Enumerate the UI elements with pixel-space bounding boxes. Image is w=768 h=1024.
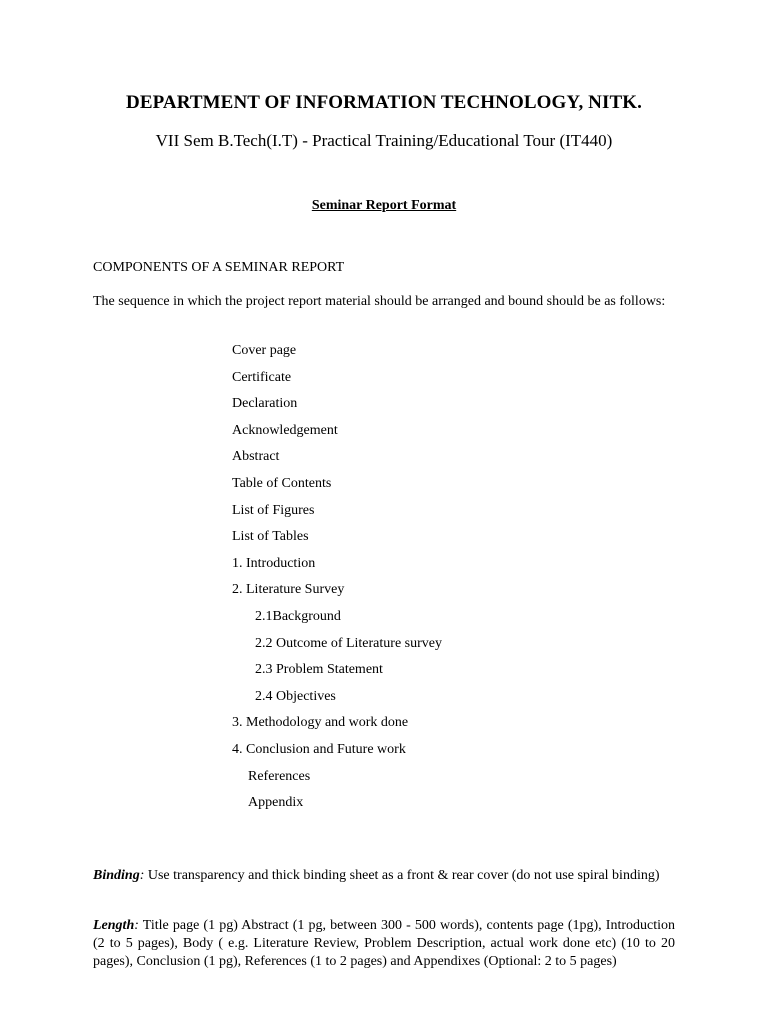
component-item: Abstract (232, 449, 280, 464)
binding-paragraph (93, 867, 675, 885)
component-item: 1. Introduction (232, 556, 316, 571)
component-item: Certificate (232, 370, 292, 385)
component-item: Table of Contents (232, 476, 332, 491)
binding-separator: : (139, 868, 145, 883)
binding-text: Use transparency and thick binding sheet as a front & rear cover (do not use spiral binding) (144, 868, 660, 883)
component-item: Cover page (232, 343, 297, 358)
component-item: Acknowledgement (232, 423, 338, 438)
report-format-heading: Seminar Report Format (311, 198, 457, 213)
component-item: 2.3 Problem Statement (255, 662, 383, 677)
component-item: 3. Methodology and work done (232, 715, 409, 730)
component-item: Declaration (232, 396, 298, 411)
length-paragraph (93, 917, 675, 971)
length-separator: : (134, 918, 139, 933)
component-item: List of Figures (232, 503, 315, 518)
components-heading: COMPONENTS OF A SEMINAR REPORT (93, 260, 345, 275)
length-label: Length (93, 918, 135, 933)
component-item: 4. Conclusion and Future work (232, 742, 406, 757)
component-item: 2.1Background (255, 609, 341, 624)
course-subtitle: VII Sem B.Tech(I.T) - Practical Training/Educational Tour (IT440) (155, 131, 613, 150)
sequence-intro-paragraph: The sequence in which the project report material should be arranged and bound should be as follows: (93, 294, 666, 309)
component-item: List of Tables (232, 529, 309, 544)
component-item: 2. Literature Survey (232, 582, 345, 597)
component-item: 2.4 Objectives (255, 689, 336, 704)
length-text: Title page (1 pg) Abstract (1 pg, between 300 - 500 words), contents page (1pg), Introduction (2 to 5 pages), Body ( e.g. Literature Review, Problem Description, actual work done etc) (10 to 20 pages), Conclusion (1 pg), References (1 to 2 pages) and Appendixes (Optional: 2 to 5 pages) (93, 918, 675, 969)
component-item: 2.2 Outcome of Literature survey (255, 636, 442, 651)
binding-label: Binding (93, 868, 140, 883)
component-item: References (248, 769, 311, 784)
component-item: Appendix (248, 795, 304, 810)
department-title: DEPARTMENT OF INFORMATION TECHNOLOGY, NITK. (126, 92, 642, 113)
